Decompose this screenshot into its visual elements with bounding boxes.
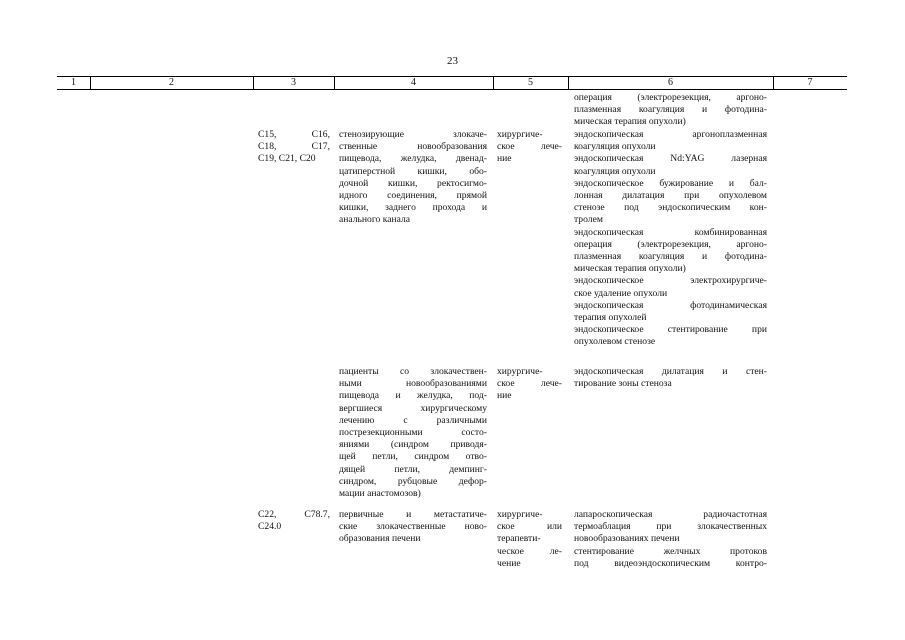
cell-line: мическая терапия опухоли) <box>574 116 686 128</box>
header-cell-3: 3 <box>291 77 296 88</box>
cell-line: чение <box>497 557 521 569</box>
cell-line: первичные и метастатиче- <box>339 509 487 520</box>
cell-line: стенозе под эндоскопическим кон- <box>574 202 767 214</box>
cell-line: лапароскопическая радиочастотная <box>574 509 767 520</box>
cell-line: C24.0 <box>258 521 282 533</box>
cell-line: лечению с различными <box>339 414 487 426</box>
cell-line: ческое ле- <box>497 545 562 557</box>
cell-line: синдром, рубцовые дефор- <box>339 475 487 487</box>
cell-line: пострезекционными состо- <box>339 427 487 439</box>
cell-line: ское лече- <box>497 141 562 153</box>
cell-line: образования печени <box>339 533 421 545</box>
cell-line: пищевода и желудка, под- <box>339 390 487 402</box>
cell-line: тирование зоны стеноза <box>574 378 672 390</box>
cell-line: тролем <box>574 214 603 226</box>
cell-line: эндоскопическое бужирование и бал- <box>574 177 767 189</box>
table-cell-col6 <box>574 92 767 129</box>
table-cell-col4 <box>339 366 487 500</box>
cell-line: ными новообразованиями <box>339 378 487 390</box>
cell-line: под видеоэндоскопическим контро- <box>574 557 767 569</box>
header-cell-4: 4 <box>411 77 416 88</box>
table-cell-col5 <box>497 366 562 403</box>
table-cell-col6 <box>574 509 767 570</box>
cell-line: плазменная коагуляция и фотодина- <box>574 104 767 116</box>
cell-line: коагуляция опухоли <box>574 165 656 177</box>
cell-line: ское или <box>497 521 562 533</box>
cell-line: C22, C78.7, <box>258 509 330 520</box>
cell-line: идного соединения, прямой <box>339 190 487 202</box>
cell-line: мическая терапия опухоли) <box>574 263 686 275</box>
header-cell-6: 6 <box>668 77 673 88</box>
table-cell-col5 <box>497 509 562 570</box>
table-rule-header <box>57 89 847 90</box>
cell-line: хирургиче- <box>497 366 543 377</box>
cell-line: дящей петли, демпинг- <box>339 463 487 475</box>
cell-line: цатиперстной кишки, обо- <box>339 165 487 177</box>
cell-line: стенозирующие злокаче- <box>339 129 487 140</box>
header-cell-7: 7 <box>807 77 813 88</box>
cell-line: ское удаление опухоли <box>574 287 668 299</box>
cell-line: терапия опухолей <box>574 312 647 324</box>
cell-line: ственные новообразования <box>339 141 487 153</box>
header-cell-2: 2 <box>169 77 174 88</box>
cell-line: ское лече- <box>497 378 562 390</box>
cell-line: эндоскопическая дилатация и стен- <box>574 366 767 377</box>
cell-line: новообразованиях печени <box>574 533 680 545</box>
page-number: 23 <box>447 55 458 67</box>
cell-line: эндоскопическое электрохирургиче- <box>574 275 767 287</box>
cell-line: ние <box>497 153 512 165</box>
cell-line: мации анастомозов) <box>339 488 421 500</box>
cell-line: лонная дилатация при опухолевом <box>574 190 767 202</box>
table-cell-col6 <box>574 366 767 390</box>
cell-line: эндоскопическое стентирование при <box>574 324 767 336</box>
cell-line: эндоскопическая Nd:YAG лазерная <box>574 153 767 165</box>
cell-line: операция (электрорезекция, аргоно- <box>574 238 767 250</box>
cell-line: эндоскопическая аргоноплазменная <box>574 129 767 140</box>
cell-line: яниями (синдром приводя- <box>339 439 487 451</box>
cell-line: плазменная коагуляция и фотодина- <box>574 251 767 263</box>
cell-line: коагуляция опухоли <box>574 141 656 153</box>
table-cell-col6 <box>574 129 767 349</box>
table-cell-col3 <box>258 129 330 166</box>
cell-line: дочной кишки, ректосигмо- <box>339 177 487 189</box>
cell-line: терапевти- <box>497 533 541 545</box>
cell-line: C15, C16, <box>258 129 330 140</box>
cell-line: пищевода, желудка, двенад- <box>339 153 487 165</box>
cell-line: щей петли, синдром отво- <box>339 451 487 463</box>
cell-line: C19, C21, C20 <box>258 153 316 165</box>
cell-line: хирургиче- <box>497 509 543 520</box>
cell-line: ские злокачественные ново- <box>339 521 487 533</box>
cell-line: эндоскопическая комбинированная <box>574 226 767 238</box>
table-cell-col5 <box>497 129 562 166</box>
header-cell-5: 5 <box>528 77 533 88</box>
cell-line: эндоскопическая фотодинамическая <box>574 299 767 311</box>
cell-line: анального канала <box>339 214 411 226</box>
cell-line: термоаблация при злокачественных <box>574 521 767 533</box>
cell-line: операция (электрорезекция, аргоно- <box>574 92 767 103</box>
cell-line: ние <box>497 390 512 402</box>
cell-line: кишки, заднего прохода и <box>339 202 487 214</box>
cell-line: пациенты со злокачествен- <box>339 366 487 377</box>
cell-line: C18, C17, <box>258 141 330 153</box>
header-cell-1: 1 <box>71 77 76 88</box>
cell-line: стентирование желчных протоков <box>574 545 767 557</box>
cell-line: хирургиче- <box>497 129 543 140</box>
table-cell-col3 <box>258 509 330 533</box>
cell-line: вергшиеся хирургическому <box>339 402 487 414</box>
cell-line: опухолевом стенозе <box>574 336 656 348</box>
table-cell-col4 <box>339 509 487 546</box>
table-cell-col4 <box>339 129 487 227</box>
